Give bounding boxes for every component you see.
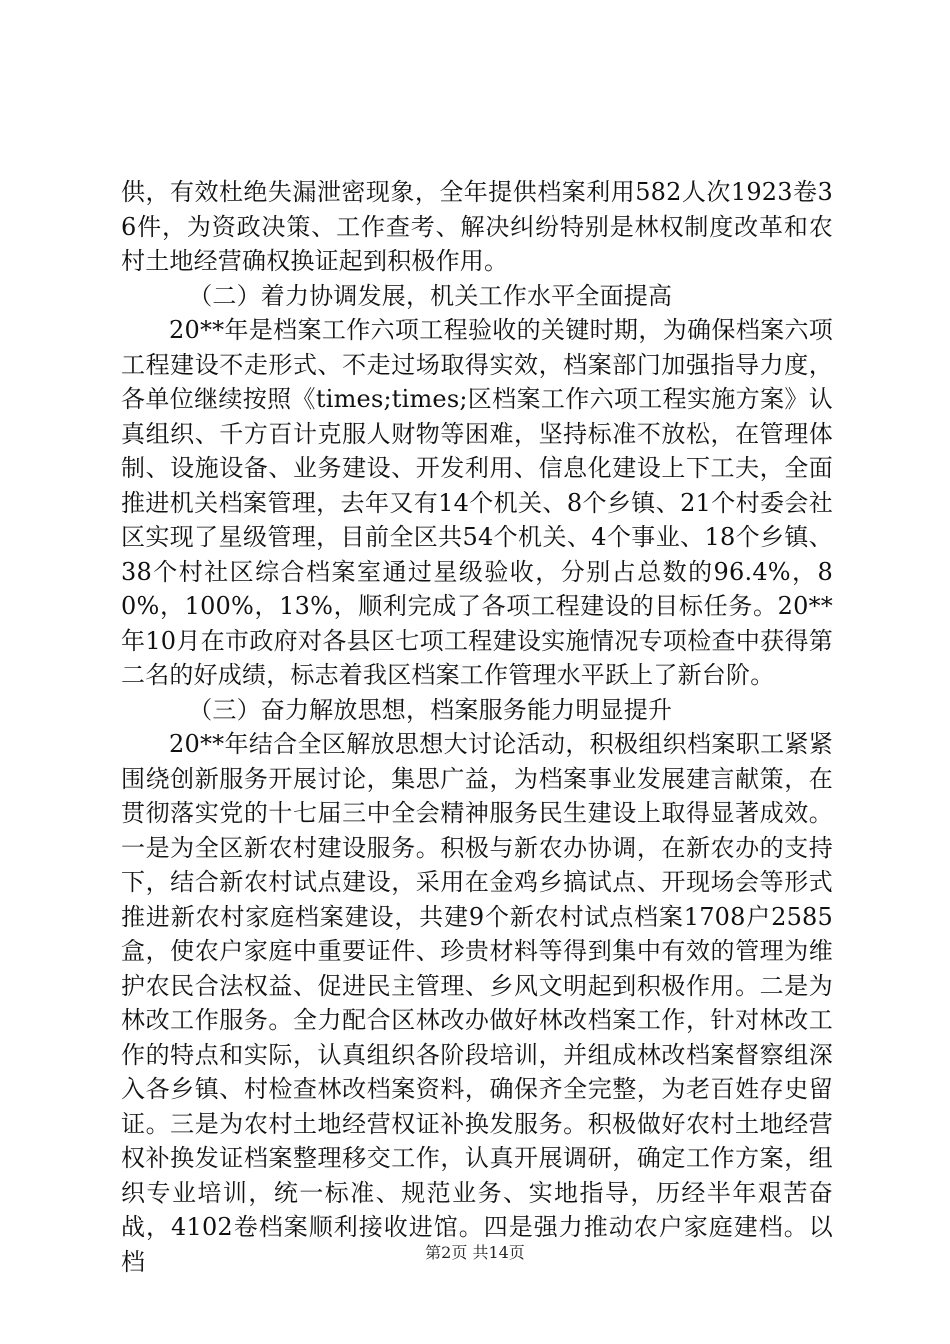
section-heading-2: （二）着力协调发展，机关工作水平全面提高 [188,281,673,310]
body-text [121,175,833,1279]
paragraph-archive-projects: 20**年是档案工作六项工程验收的关键时期，为确保档案六项工程建设不走形式、不走过场取得实效，档案部门加强指导力度，各单位继续按照《times;times;区档案工作六项工程实施方案》认真组织、千方百计克服人财物等困难，坚持标准不放松，在管理体制、设施设备、业务建设、开发利用、信息化建设上下工夫，全面推进机关档案管理，去年又有14个机关、8个乡镇、21个村委会社区实现了星级管理，目前全区共54个机关、4个事业、18个乡镇、38个村社区综合档案室通过星级验收，分别占总数的96.4%，80%，100%，13%，顺利完成了各项工程建设的目标任务。20**年10月在市政府对各县区七项工程建设实施情况专项检查中获得第二名的好成绩，标志着我区档案工作管理水平跃上了新台阶。 [121,316,833,689]
section-heading-3: （三）奋力解放思想，档案服务能力明显提升 [188,695,673,724]
paragraph-archive-services: 20**年结合全区解放思想大讨论活动，积极组织档案职工紧紧围绕创新服务开展讨论，集思广益，为档案事业发展建言献策，在贯彻落实党的十七届三中全会精神服务民生建设上取得显著成效。一是为全区新农村建设服务。积极与新农办协调，在新农办的支持下，结合新农村试点建设，采用在金鸡乡搞试点、开现场会等形式推进新农村家庭档案建设，共建9个新农村试点档案1708户2585盒，使农户家庭中重要证件、珍贵材料等得到集中有效的管理为维护农民合法权益、促进民主管理、乡风文明起到积极作用。二是为林改工作服务。全力配合区林改办做好林改档案工作，针对林改工作的特点和实际，认真组织各阶段培训，并组成林改档案督察组深入各乡镇、村检查林改档案资料，确保齐全完整，为老百姓存史留证。三是为农村土地经营权证补换发服务。积极做好农村土地经营权补换发证档案整理移交工作，认真开展调研，确定工作方案，组织专业培训，统一标准、规范业务、实地指导，历经半年艰苦奋战，4102卷档案顺利接收进馆。四是强力推动农户家庭建档。以档 [121,730,833,1276]
paragraph-continuation: 供，有效杜绝失漏泄密现象，全年提供档案利用582人次1923卷36件，为资政决策、工作查考、解决纠纷特别是林权制度改革和农村土地经营确权换证起到积极作用。 [121,178,833,275]
page-footer: 第2页 共14页 [425,1243,525,1262]
